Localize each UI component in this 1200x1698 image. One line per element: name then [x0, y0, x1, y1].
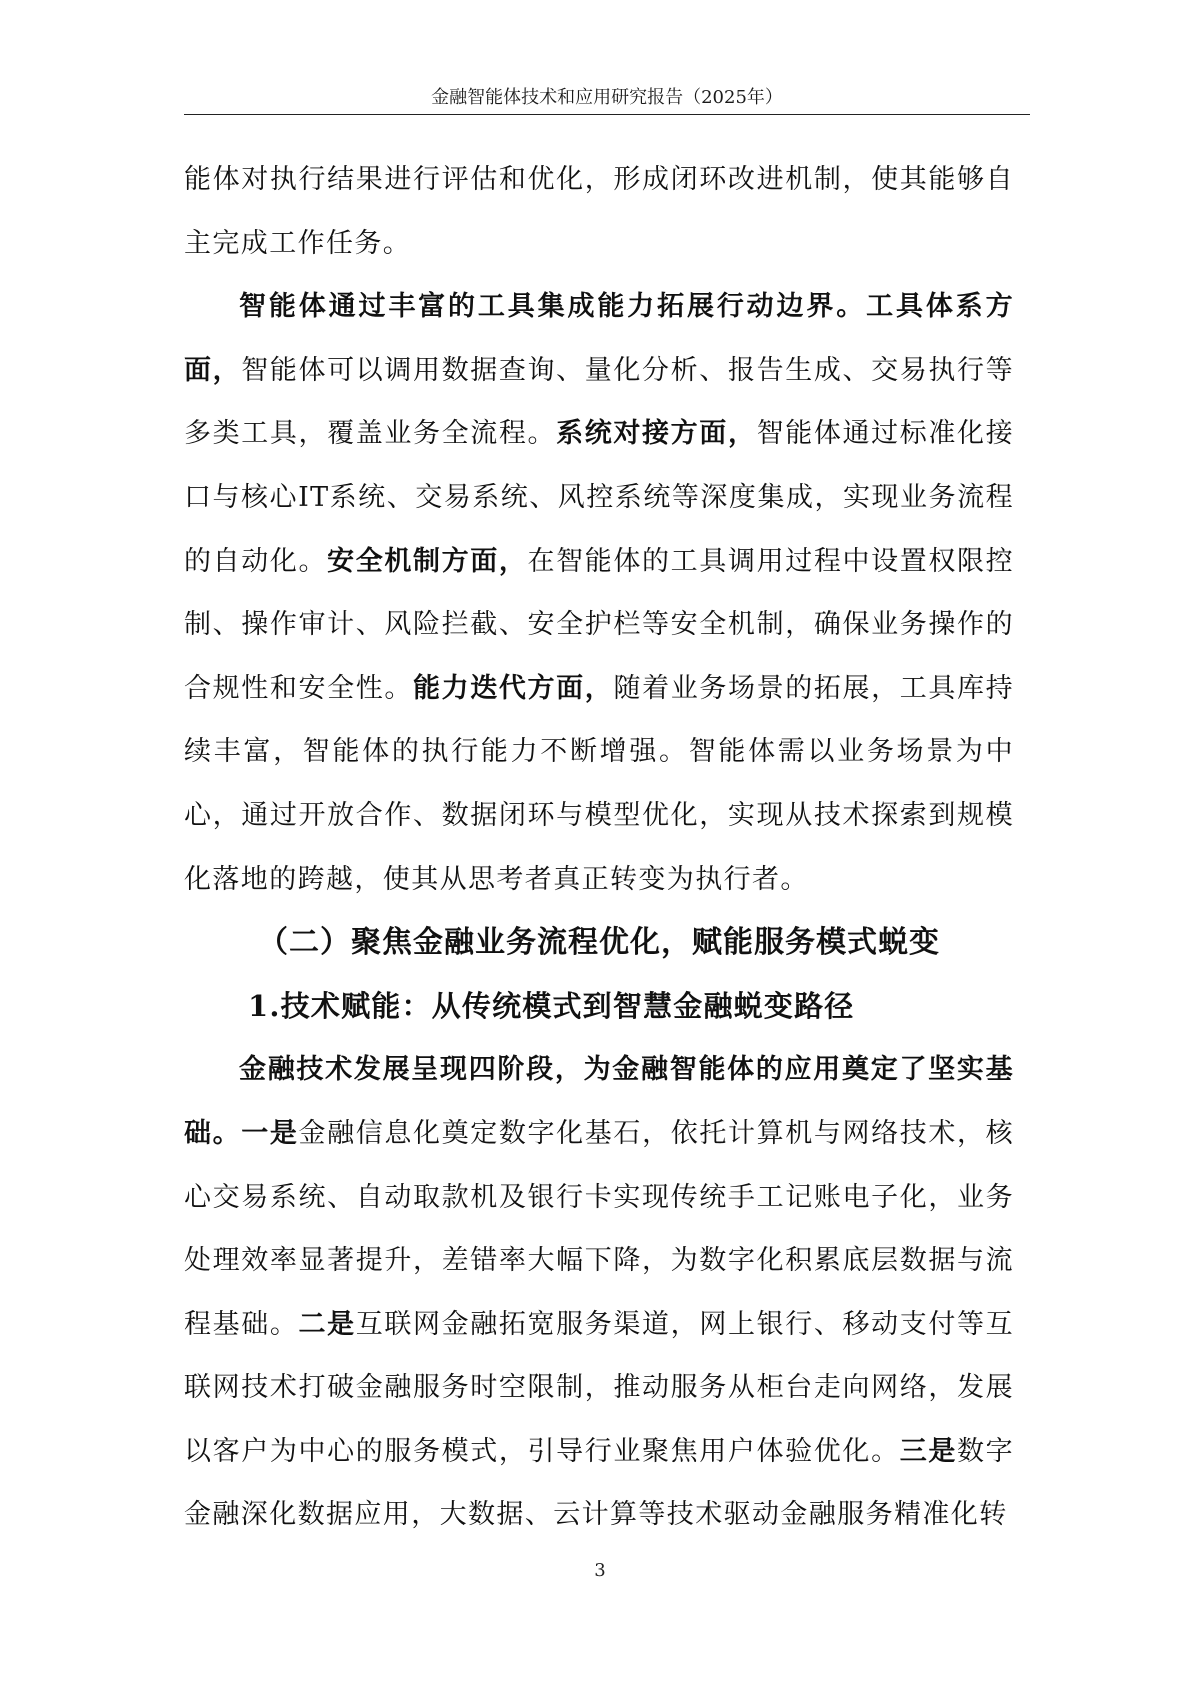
paragraph-text: 在智能体的工具调用过程中设置权限控制、操作审计、风险拦截、安全护栏等安全机制，确保业务操作的合规性和安全性。 [184, 545, 1014, 704]
running-header: 金融智能体技术和应用研究报告（2025年） [184, 82, 1030, 115]
paragraph-text: 随着业务场景的拓展，工具库持续丰富，智能体的执行能力不断增强。智能体需以业务场景为中心，通过开放合作、数据闭环与模型优化，实现从技术探索到规模化落地的跨越，使其从思考者真正转变为执行者。 [184, 672, 1014, 895]
bold-phrase: 能力迭代方面， [413, 672, 614, 704]
page-number: 3 [594, 1560, 606, 1581]
paragraph-tool-integration [184, 275, 1014, 911]
bold-lead: 金融技术发展呈现四阶段，为金融智能体的应用奠定了坚实基础。 [184, 1054, 1014, 1149]
subsection-heading: 1.技术赋能：从传统模式到智慧金融蜕变路径 [248, 988, 855, 1023]
paragraph-text: 金融信息化奠定数字化基石，依托计算机与网络技术，核心交易系统、自动取款机及银行卡实现传统手工记账电子化，业务处理效率显著提升，差错率大幅下降，为数字化积累底层数据与流程基础。 [184, 1117, 1014, 1340]
paragraph-continuation: 能体对执行结果进行评估和优化，形成闭环改进机制，使其能够自主完成工作任务。 [184, 164, 1014, 259]
paragraph-text: 智能体通过标准化接口与核心IT系统、交易系统、风控系统等深度集成，实现业务流程的自动化。 [184, 418, 1014, 577]
paragraph-text: 互联网金融拓宽服务渠道，网上银行、移动支付等互联网技术打破金融服务时空限制，推动服务从柜台走向网络，发展以客户为中心的服务模式，引导行业聚焦用户体验优化。 [184, 1308, 1014, 1467]
bold-phrase: 二是 [298, 1308, 356, 1340]
paragraph-text: 数字金融深化数据应用，大数据、云计算等技术驱动金融服务精准化转 [184, 1435, 1014, 1531]
bold-phrase: 一是 [241, 1117, 299, 1149]
paragraph-text: 智能体可以调用数据查询、量化分析、报告生成、交易执行等多类工具，覆盖业务全流程。 [184, 354, 1014, 450]
section-heading: （二）聚焦金融业务流程优化，赋能服务模式蜕变 [258, 925, 940, 961]
paragraph-four-stages [184, 1038, 1014, 1547]
bold-phrase: 三是 [899, 1435, 957, 1467]
body-text [184, 148, 1014, 1547]
bold-phrase: 安全机制方面， [327, 545, 528, 577]
bold-lead: 智能体通过丰富的工具集成能力拓展行动边界。工具体系方面， [184, 291, 1014, 386]
bold-phrase: 系统对接方面， [556, 418, 757, 450]
